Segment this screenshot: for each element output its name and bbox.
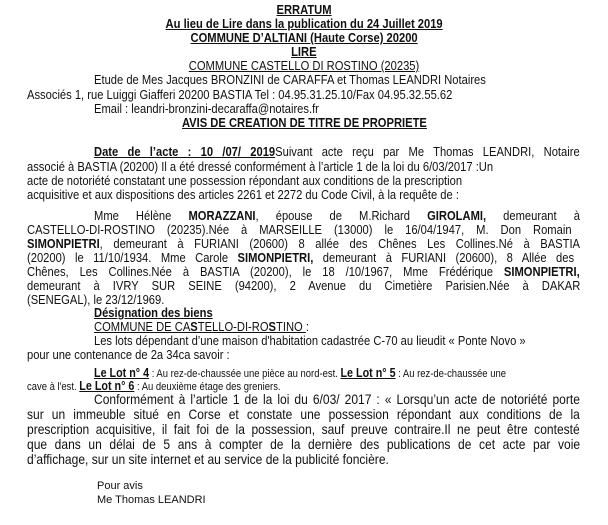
lot-4-label: Le Lot n° 4	[94, 366, 150, 380]
lot-6-text: : Au deuxième étage des greniers.	[134, 381, 281, 393]
parties-line-7: (SENEGAL), le 23/12/1969.	[27, 292, 165, 307]
lot-5-text-cont: cave à l'est.	[27, 381, 80, 393]
law-line-5: d’affichage, sur un site internet et au service de la publicité foncière.	[27, 451, 389, 467]
text: S	[268, 319, 277, 334]
parties-line-1	[94, 209, 580, 223]
property-line-1: Les lots dépendant d’une maison d'habitation cadastrée C-70 au lieudit « Ponte Novo »	[94, 333, 526, 348]
text: , épouse de M.Richard	[255, 208, 428, 223]
text: Chênes, Les Collines.Née à BASTIA (20200), le 18 /10/1967, Mme Frédérique	[27, 264, 504, 279]
erratum-line-4	[0, 45, 608, 59]
notice-title-text: AVIS DE CREATION DE TITRE DE PROPRIETE	[181, 115, 427, 130]
law-line-2: sur un immeuble situé en Corse et constate une possession répondant aux conditions de la	[27, 406, 580, 422]
erratum-line-3-text: COMMUNE D’ALTIANI (Haute Corse) 20200	[190, 30, 418, 45]
text: demeurant à	[486, 208, 580, 223]
parties-line-2: CASTELLO-DI-ROSTINO (20235).Née à MARSEILLE (13000) le 16/04/1947, M. Don Romain	[27, 222, 572, 237]
deed-line-2: associé à BASTIA (20200) Il a été dressé conformément à l’article 1 de la loi du 6/03/2017 :Un	[27, 159, 494, 174]
text: TINO	[276, 319, 306, 334]
law-line-1: Conformément à l’article 1 de la loi du 6/03/ 2017 : « Lorsqu’un acte de notoriété porte	[94, 391, 580, 407]
erratum-line-5	[0, 59, 608, 73]
text: , demeurant à FURIANI (20600) 8 allée des Chênes Les Collines.Né à BASTIA	[99, 236, 581, 251]
property-commune	[94, 320, 309, 334]
surname: IMONPIETRI	[34, 236, 100, 251]
erratum-line-2	[0, 17, 608, 31]
parties-line-3	[27, 237, 580, 251]
text: TELLO-DI-RO	[197, 319, 269, 334]
text: demeurant à FURIANI (20600), 8 Allée des	[313, 250, 575, 265]
surname: IMONPIETRI,	[244, 250, 314, 265]
deed-line-1	[94, 145, 580, 159]
colon: :	[305, 319, 309, 334]
erratum-line-5-text: COMMUNE CASTELLO DI ROSTINO (20235)	[188, 58, 420, 73]
deed-date-label: Date de l’acte : 10 /07/ 2019	[94, 144, 276, 159]
text: COMMUNE DE CA	[94, 319, 191, 334]
surname: GIROLAMI,	[427, 208, 487, 223]
lot-4-text: : Au rez-de-chaussée une pièce au nord-est.	[149, 368, 341, 380]
erratum-line-2-text: Au lieu de Lire dans la publication du 24 Juillet 2019	[165, 16, 443, 31]
surname: MORAZZANI	[188, 208, 256, 223]
office-line-2: Associés 1, rue Luiggi Giafferi 20200 BASTIA Tel : 04.95.31.25.10/Fax 04.95.32.55.62	[27, 87, 453, 102]
notice-title	[0, 116, 608, 130]
signature-line-2: Me Thomas LEANDRI	[97, 494, 206, 506]
surname-initial: S	[503, 264, 512, 279]
deed-line-3: acte de notoriété constatant une possession répondant aux conditions de la prescription	[27, 173, 463, 188]
parties-line-5	[27, 265, 580, 279]
text: Mme Hélène	[94, 208, 189, 223]
surname-initial: S	[27, 236, 35, 251]
email-label: Email :	[94, 101, 132, 116]
surname: IMONPIETRI,	[511, 264, 580, 279]
office-email-line	[94, 102, 319, 116]
property-line-2: pour une contenance de 2a 34ca savoir :	[27, 347, 230, 362]
commune-name	[94, 319, 306, 334]
erratum-line-4-text: LIRE	[291, 44, 317, 59]
deed-line-1-text: Suivant acte reçu par Me Thomas LEANDRI, Notaire	[275, 144, 580, 159]
erratum-title	[0, 3, 608, 17]
lot-6-label: Le Lot n° 6	[79, 379, 135, 393]
erratum-title-text: ERRATUM	[276, 2, 332, 17]
lots-line-1	[94, 367, 506, 380]
lot-5-label: Le Lot n° 5	[340, 366, 396, 380]
parties-line-6: demeurant à IVRY SUR SEINE (94200), 2 Avenue du Cimetière Parisien.Née à DAKAR	[27, 278, 581, 293]
text: (20200) le 11/10/1934. Mme Carole	[27, 250, 238, 265]
law-line-3: prescription acquisitive, il fait foi de la possession, sauf preuve contraire.Il ne peut être contesté	[27, 421, 580, 437]
text: S	[190, 319, 198, 334]
office-line-1: Etude de Mes Jacques BRONZINI de CARAFFA et Thomas LEANDRI Notaires	[94, 72, 486, 87]
erratum-line-3	[0, 31, 608, 45]
signature-line-1: Pour avis	[97, 480, 143, 492]
parties-line-4	[27, 251, 574, 265]
lot-5-text: : Au rez-de-chaussée une	[395, 368, 506, 380]
email-link[interactable]: leandri-bronzini-decaraffa@notaires.fr	[131, 101, 319, 116]
deed-line-4: acquisitive et aux dispositions des articles 2261 et 2272 du Code Civil, à la requête de :	[27, 187, 459, 202]
law-line-4: que dans un délai de 5 ans à compter de la dernière des publications de cet acte par voie	[27, 436, 581, 452]
surname-initial: S	[237, 250, 245, 265]
property-heading: Désignation des biens	[94, 305, 213, 320]
